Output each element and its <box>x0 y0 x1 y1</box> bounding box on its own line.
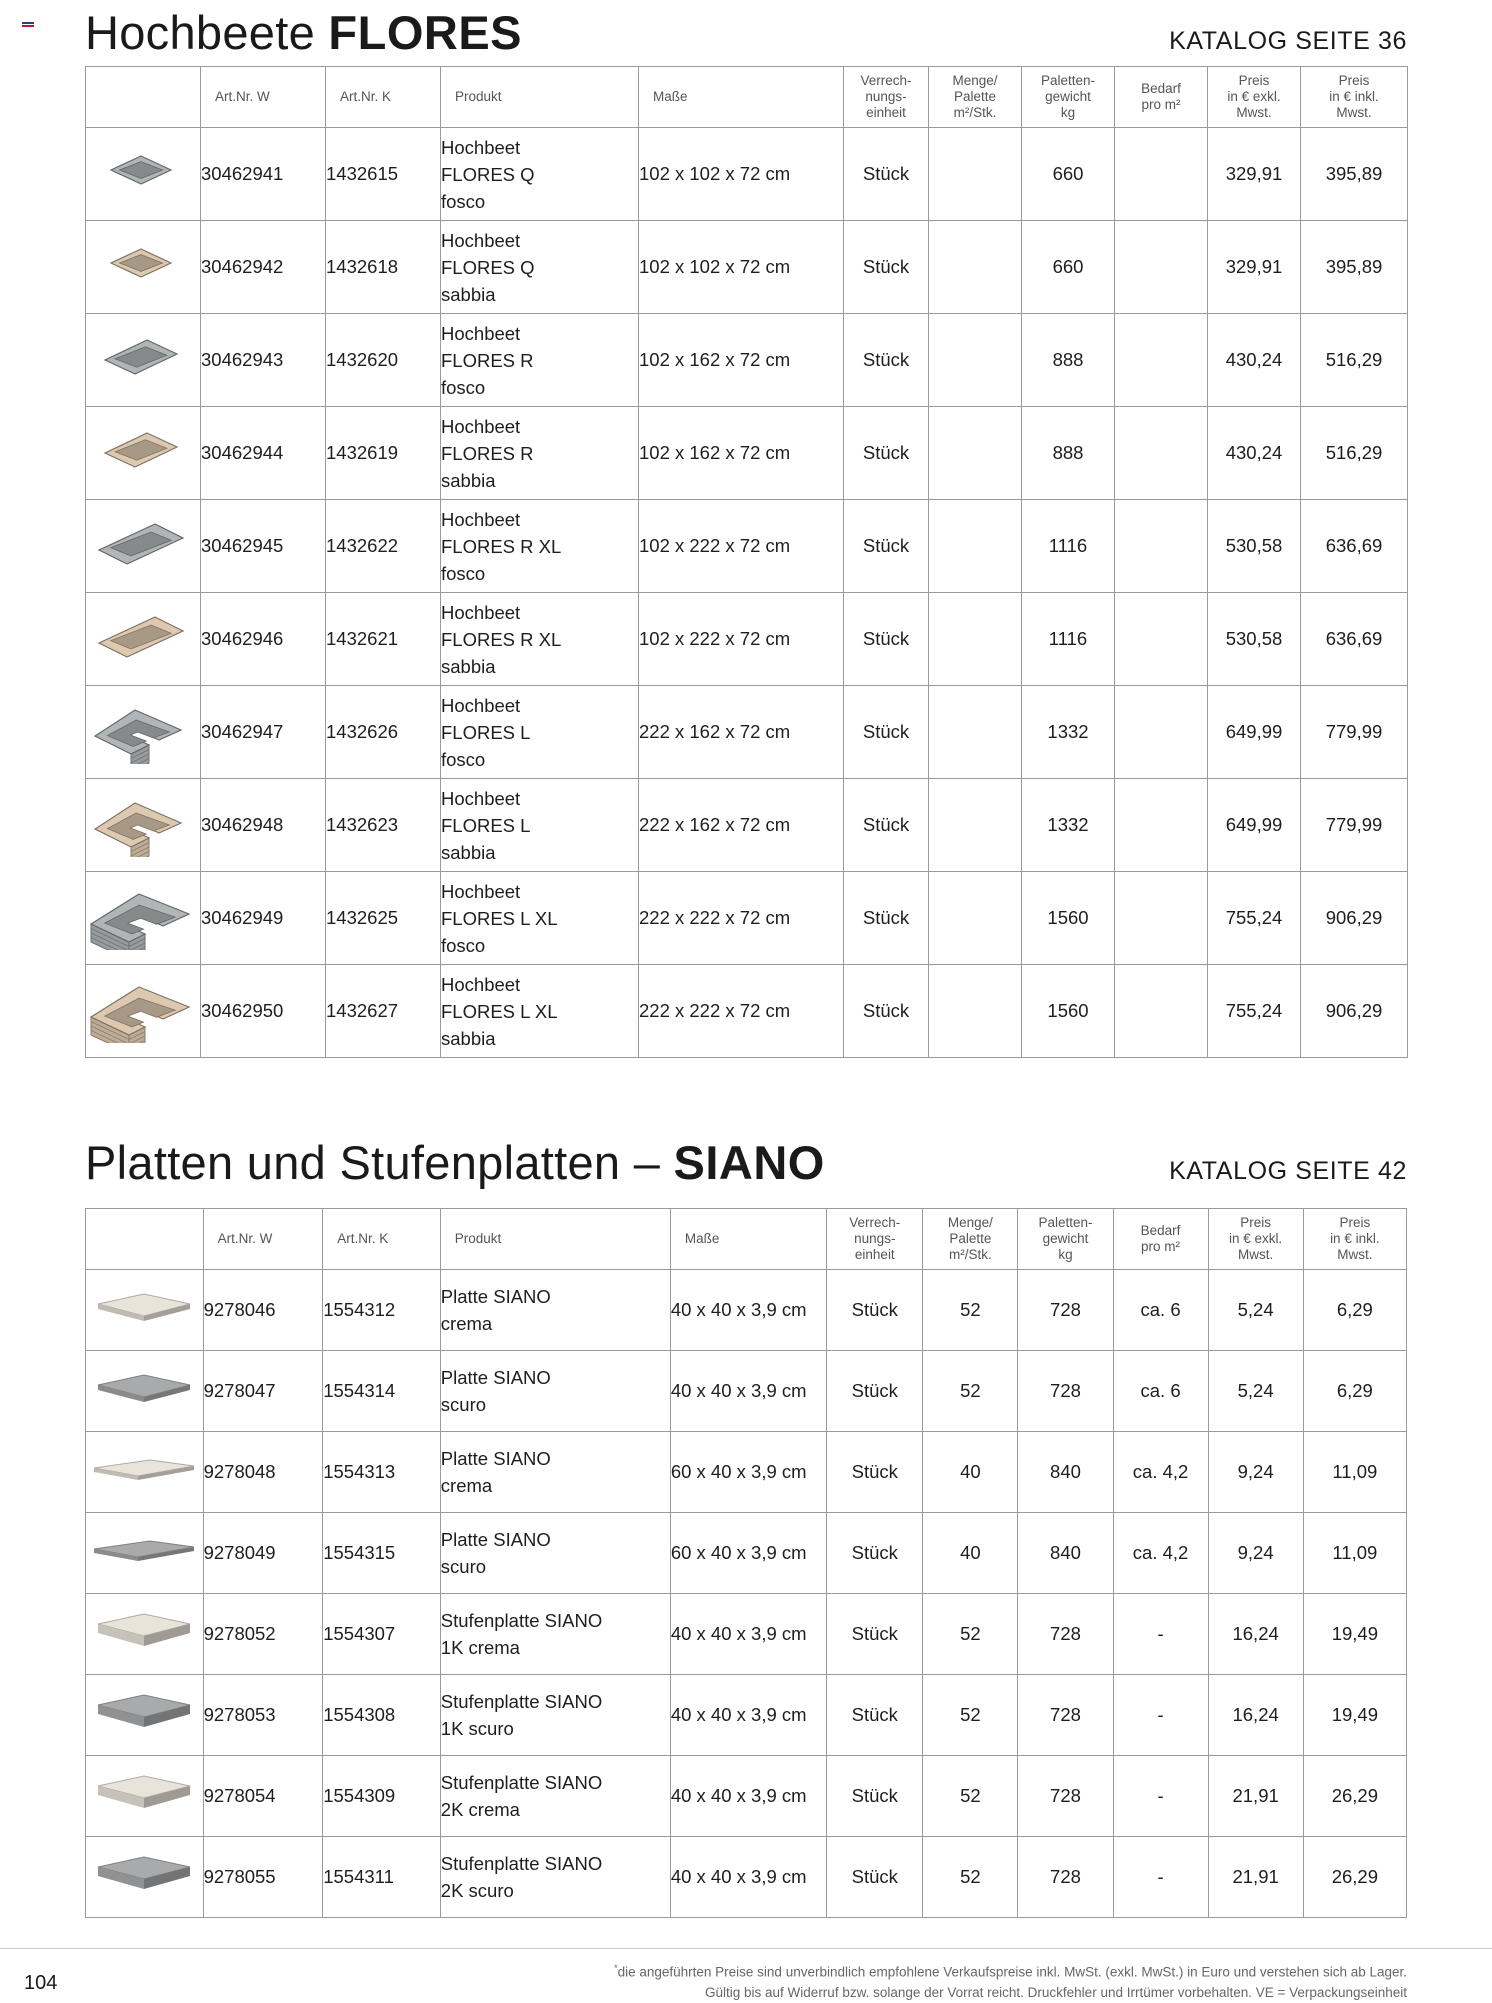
table-row <box>86 1351 1407 1432</box>
cell-masse: 102 x 102 x 72 cm <box>639 128 844 221</box>
catalog-reference-siano: KATALOG SEITE 42 <box>1169 1157 1407 1185</box>
table-row <box>86 779 1408 872</box>
cell-bedarf: ca. 4,2 <box>1113 1432 1208 1513</box>
cell-art-nr-k: 1432618 <box>326 221 441 314</box>
table-row <box>86 1675 1407 1756</box>
slab-scuro-icon <box>86 1351 204 1432</box>
cell-gewicht: 660 <box>1022 221 1115 314</box>
cell-menge <box>929 128 1022 221</box>
cell-masse: 60 x 40 x 3,9 cm <box>670 1513 826 1594</box>
table-row <box>86 1756 1407 1837</box>
header-einheit: Verrech- nungs- einheit <box>844 67 929 128</box>
step-slab-crema-icon <box>86 1756 204 1837</box>
cell-einheit: Stück <box>844 593 929 686</box>
cell-gewicht: 728 <box>1018 1351 1113 1432</box>
header-preis-exkl: Preis in € exkl. Mwst. <box>1208 1209 1303 1270</box>
cell-menge <box>929 221 1022 314</box>
table-row <box>86 872 1408 965</box>
header-art-nr-k: Art.Nr. K <box>326 67 441 128</box>
cell-gewicht: 888 <box>1022 314 1115 407</box>
cell-gewicht: 840 <box>1018 1513 1113 1594</box>
cell-preis-exkl: 530,58 <box>1208 593 1301 686</box>
cell-menge: 52 <box>923 1675 1018 1756</box>
cell-art-nr-k: 1554311 <box>323 1837 441 1918</box>
header-masse: Maße <box>639 67 844 128</box>
cell-bedarf: - <box>1113 1675 1208 1756</box>
cell-produkt: Hochbeet FLORES Q sabbia <box>441 221 639 314</box>
cell-masse: 60 x 40 x 3,9 cm <box>670 1432 826 1513</box>
cell-bedarf <box>1115 686 1208 779</box>
cell-produkt: Platte SIANO crema <box>440 1432 670 1513</box>
cell-bedarf: - <box>1113 1756 1208 1837</box>
section-header-siano <box>85 1130 1407 1190</box>
table-row <box>86 221 1408 314</box>
cell-einheit: Stück <box>844 686 929 779</box>
cell-gewicht: 728 <box>1018 1756 1113 1837</box>
cell-preis-inkl: 516,29 <box>1301 407 1408 500</box>
cell-produkt: Stufenplatte SIANO 1K scuro <box>440 1675 670 1756</box>
raised-bed-l-xl-grey-icon <box>86 872 201 965</box>
cell-einheit: Stück <box>844 128 929 221</box>
cell-art-nr-k: 1554315 <box>323 1513 441 1594</box>
cell-preis-exkl: 21,91 <box>1208 1756 1303 1837</box>
table-row <box>86 1513 1407 1594</box>
cell-preis-exkl: 21,91 <box>1208 1837 1303 1918</box>
cell-preis-exkl: 9,24 <box>1208 1513 1303 1594</box>
raised-bed-rect-grey-icon <box>86 314 201 407</box>
cell-preis-exkl: 530,58 <box>1208 500 1301 593</box>
cell-masse: 102 x 162 x 72 cm <box>639 314 844 407</box>
cell-art-nr-w: 30462943 <box>201 314 326 407</box>
header-masse: Maße <box>670 1209 826 1270</box>
table-row <box>86 407 1408 500</box>
cell-preis-inkl: 26,29 <box>1303 1756 1406 1837</box>
raised-bed-rect-xl-grey-icon <box>86 500 201 593</box>
cell-art-nr-w: 9278048 <box>203 1432 323 1513</box>
table-row <box>86 1270 1407 1351</box>
cell-menge: 40 <box>923 1432 1018 1513</box>
cell-gewicht: 728 <box>1018 1594 1113 1675</box>
header-image <box>86 67 201 128</box>
raised-bed-l-sand-icon <box>86 779 201 872</box>
cell-gewicht: 888 <box>1022 407 1115 500</box>
cell-einheit: Stück <box>827 1675 923 1756</box>
flag-mark <box>22 22 34 30</box>
page-number: 104 <box>24 1972 58 1994</box>
cell-art-nr-w: 9278049 <box>203 1513 323 1594</box>
cell-masse: 102 x 102 x 72 cm <box>639 221 844 314</box>
cell-art-nr-w: 30462941 <box>201 128 326 221</box>
cell-bedarf: - <box>1113 1837 1208 1918</box>
cell-gewicht: 1116 <box>1022 593 1115 686</box>
step-slab-crema-icon <box>86 1594 204 1675</box>
slab-crema-icon <box>86 1432 204 1513</box>
footnote: *die angeführten Preise sind unverbindlich empfohlene Verkaufspreise inkl. MwSt. (exkl. MwSt.) in Euro und verstehen sich ab Lager. Gültig bis auf Widerruf bzw. solange der Vorrat reicht. Druckfehler und Irrtümer vorbehalten. VE = Verpackungseinheit <box>614 1963 1407 2000</box>
cell-art-nr-k: 1554314 <box>323 1351 441 1432</box>
cell-preis-inkl: 779,99 <box>1301 779 1408 872</box>
raised-bed-l-grey-icon <box>86 686 201 779</box>
product-table-flores <box>85 66 1408 1058</box>
cell-bedarf <box>1115 500 1208 593</box>
cell-preis-inkl: 779,99 <box>1301 686 1408 779</box>
cell-preis-inkl: 26,29 <box>1303 1837 1406 1918</box>
cell-einheit: Stück <box>844 407 929 500</box>
cell-produkt: Hochbeet FLORES L fosco <box>441 686 639 779</box>
cell-gewicht: 660 <box>1022 128 1115 221</box>
cell-preis-exkl: 329,91 <box>1208 221 1301 314</box>
cell-einheit: Stück <box>827 1594 923 1675</box>
cell-masse: 40 x 40 x 3,9 cm <box>670 1594 826 1675</box>
cell-masse: 40 x 40 x 3,9 cm <box>670 1351 826 1432</box>
raised-bed-l-xl-sand-icon <box>86 965 201 1058</box>
cell-art-nr-k: 1432622 <box>326 500 441 593</box>
step-slab-scuro-icon <box>86 1837 204 1918</box>
cell-preis-exkl: 5,24 <box>1208 1351 1303 1432</box>
raised-bed-square-grey-icon <box>86 128 201 221</box>
section-title-siano: Platten und Stufenplatten – SIANO <box>85 1136 825 1189</box>
product-table-siano <box>85 1208 1407 1918</box>
cell-masse: 102 x 222 x 72 cm <box>639 593 844 686</box>
cell-bedarf: - <box>1113 1594 1208 1675</box>
table-row <box>86 500 1408 593</box>
cell-einheit: Stück <box>827 1432 923 1513</box>
cell-masse: 40 x 40 x 3,9 cm <box>670 1675 826 1756</box>
table-row <box>86 1837 1407 1918</box>
cell-preis-exkl: 755,24 <box>1208 965 1301 1058</box>
cell-preis-exkl: 755,24 <box>1208 872 1301 965</box>
cell-einheit: Stück <box>844 779 929 872</box>
header-produkt: Produkt <box>441 67 639 128</box>
cell-einheit: Stück <box>844 872 929 965</box>
table-row <box>86 965 1408 1058</box>
cell-preis-exkl: 649,99 <box>1208 779 1301 872</box>
cell-preis-exkl: 5,24 <box>1208 1270 1303 1351</box>
cell-einheit: Stück <box>827 1270 923 1351</box>
cell-gewicht: 1560 <box>1022 872 1115 965</box>
cell-preis-inkl: 636,69 <box>1301 593 1408 686</box>
cell-menge: 52 <box>923 1351 1018 1432</box>
cell-preis-exkl: 649,99 <box>1208 686 1301 779</box>
cell-preis-exkl: 430,24 <box>1208 407 1301 500</box>
cell-bedarf: ca. 4,2 <box>1113 1513 1208 1594</box>
cell-produkt: Hochbeet FLORES L XL sabbia <box>441 965 639 1058</box>
header-preis-inkl: Preis in € inkl. Mwst. <box>1301 67 1408 128</box>
cell-preis-inkl: 636,69 <box>1301 500 1408 593</box>
cell-bedarf <box>1115 779 1208 872</box>
cell-art-nr-w: 9278053 <box>203 1675 323 1756</box>
cell-art-nr-k: 1554307 <box>323 1594 441 1675</box>
cell-gewicht: 1116 <box>1022 500 1115 593</box>
cell-art-nr-k: 1432623 <box>326 779 441 872</box>
cell-preis-inkl: 906,29 <box>1301 965 1408 1058</box>
cell-preis-exkl: 9,24 <box>1208 1432 1303 1513</box>
header-preis-exkl: Preis in € exkl. Mwst. <box>1208 67 1301 128</box>
cell-preis-exkl: 430,24 <box>1208 314 1301 407</box>
header-image <box>86 1209 204 1270</box>
cell-menge <box>929 779 1022 872</box>
cell-art-nr-w: 30462942 <box>201 221 326 314</box>
cell-art-nr-k: 1432619 <box>326 407 441 500</box>
cell-produkt: Platte SIANO scuro <box>440 1351 670 1432</box>
cell-art-nr-w: 30462945 <box>201 500 326 593</box>
cell-masse: 222 x 162 x 72 cm <box>639 686 844 779</box>
cell-menge <box>929 872 1022 965</box>
cell-produkt: Stufenplatte SIANO 1K crema <box>440 1594 670 1675</box>
cell-masse: 40 x 40 x 3,9 cm <box>670 1756 826 1837</box>
cell-gewicht: 1332 <box>1022 779 1115 872</box>
cell-art-nr-k: 1432615 <box>326 128 441 221</box>
cell-preis-inkl: 19,49 <box>1303 1675 1406 1756</box>
cell-art-nr-k: 1432625 <box>326 872 441 965</box>
header-produkt: Produkt <box>440 1209 670 1270</box>
cell-masse: 222 x 222 x 72 cm <box>639 965 844 1058</box>
cell-bedarf <box>1115 965 1208 1058</box>
cell-art-nr-w: 30462947 <box>201 686 326 779</box>
cell-einheit: Stück <box>827 1351 923 1432</box>
cell-art-nr-k: 1554313 <box>323 1432 441 1513</box>
cell-art-nr-w: 9278055 <box>203 1837 323 1918</box>
cell-produkt: Hochbeet FLORES Q fosco <box>441 128 639 221</box>
cell-art-nr-w: 9278046 <box>203 1270 323 1351</box>
table-row <box>86 1432 1407 1513</box>
table-row <box>86 686 1408 779</box>
cell-art-nr-w: 9278054 <box>203 1756 323 1837</box>
cell-menge: 40 <box>923 1513 1018 1594</box>
cell-produkt: Hochbeet FLORES R XL fosco <box>441 500 639 593</box>
cell-art-nr-w: 30462946 <box>201 593 326 686</box>
cell-gewicht: 840 <box>1018 1432 1113 1513</box>
table-row <box>86 593 1408 686</box>
footer-rule <box>0 1948 1492 1949</box>
cell-einheit: Stück <box>844 221 929 314</box>
cell-preis-inkl: 11,09 <box>1303 1513 1406 1594</box>
cell-menge <box>929 500 1022 593</box>
cell-produkt: Stufenplatte SIANO 2K crema <box>440 1756 670 1837</box>
cell-masse: 222 x 222 x 72 cm <box>639 872 844 965</box>
cell-preis-inkl: 11,09 <box>1303 1432 1406 1513</box>
cell-menge: 52 <box>923 1594 1018 1675</box>
cell-einheit: Stück <box>844 314 929 407</box>
cell-menge: 52 <box>923 1270 1018 1351</box>
raised-bed-rect-sand-icon <box>86 407 201 500</box>
cell-art-nr-k: 1432627 <box>326 965 441 1058</box>
cell-preis-inkl: 6,29 <box>1303 1270 1406 1351</box>
cell-produkt: Hochbeet FLORES R sabbia <box>441 407 639 500</box>
cell-menge <box>929 314 1022 407</box>
cell-preis-inkl: 395,89 <box>1301 128 1408 221</box>
cell-gewicht: 1560 <box>1022 965 1115 1058</box>
header-einheit: Verrech- nungs- einheit <box>827 1209 923 1270</box>
cell-art-nr-k: 1554308 <box>323 1675 441 1756</box>
cell-art-nr-k: 1432620 <box>326 314 441 407</box>
header-bedarf: Bedarf pro m² <box>1115 67 1208 128</box>
header-gewicht: Paletten- gewicht kg <box>1022 67 1115 128</box>
cell-produkt: Platte SIANO crema <box>440 1270 670 1351</box>
cell-art-nr-k: 1554309 <box>323 1756 441 1837</box>
step-slab-scuro-icon <box>86 1675 204 1756</box>
cell-art-nr-w: 30462944 <box>201 407 326 500</box>
cell-masse: 40 x 40 x 3,9 cm <box>670 1270 826 1351</box>
cell-gewicht: 1332 <box>1022 686 1115 779</box>
cell-produkt: Hochbeet FLORES R fosco <box>441 314 639 407</box>
cell-masse: 40 x 40 x 3,9 cm <box>670 1837 826 1918</box>
raised-bed-rect-xl-sand-icon <box>86 593 201 686</box>
cell-masse: 222 x 162 x 72 cm <box>639 779 844 872</box>
cell-einheit: Stück <box>827 1837 923 1918</box>
cell-art-nr-k: 1554312 <box>323 1270 441 1351</box>
cell-bedarf <box>1115 407 1208 500</box>
cell-gewicht: 728 <box>1018 1270 1113 1351</box>
slab-crema-icon <box>86 1270 204 1351</box>
cell-preis-exkl: 16,24 <box>1208 1594 1303 1675</box>
cell-produkt: Platte SIANO scuro <box>440 1513 670 1594</box>
cell-produkt: Hochbeet FLORES L sabbia <box>441 779 639 872</box>
cell-menge <box>929 965 1022 1058</box>
cell-art-nr-k: 1432621 <box>326 593 441 686</box>
cell-preis-inkl: 906,29 <box>1301 872 1408 965</box>
cell-bedarf <box>1115 314 1208 407</box>
cell-bedarf <box>1115 128 1208 221</box>
table-row <box>86 1594 1407 1675</box>
section-header-flores <box>85 0 1407 60</box>
cell-menge <box>929 593 1022 686</box>
cell-einheit: Stück <box>844 965 929 1058</box>
header-bedarf: Bedarf pro m² <box>1113 1209 1208 1270</box>
header-art-nr-w: Art.Nr. W <box>201 67 326 128</box>
cell-bedarf <box>1115 221 1208 314</box>
header-art-nr-w: Art.Nr. W <box>203 1209 323 1270</box>
cell-einheit: Stück <box>827 1513 923 1594</box>
cell-bedarf: ca. 6 <box>1113 1270 1208 1351</box>
cell-art-nr-w: 30462949 <box>201 872 326 965</box>
cell-menge <box>929 407 1022 500</box>
cell-gewicht: 728 <box>1018 1837 1113 1918</box>
header-menge: Menge/ Palette m²/Stk. <box>923 1209 1018 1270</box>
cell-preis-inkl: 516,29 <box>1301 314 1408 407</box>
cell-menge <box>929 686 1022 779</box>
cell-bedarf <box>1115 872 1208 965</box>
catalog-reference-flores: KATALOG SEITE 36 <box>1169 27 1407 55</box>
cell-gewicht: 728 <box>1018 1675 1113 1756</box>
cell-preis-inkl: 395,89 <box>1301 221 1408 314</box>
header-menge: Menge/ Palette m²/Stk. <box>929 67 1022 128</box>
cell-art-nr-w: 9278047 <box>203 1351 323 1432</box>
header-art-nr-k: Art.Nr. K <box>323 1209 441 1270</box>
cell-bedarf: ca. 6 <box>1113 1351 1208 1432</box>
cell-produkt: Hochbeet FLORES R XL sabbia <box>441 593 639 686</box>
cell-masse: 102 x 162 x 72 cm <box>639 407 844 500</box>
cell-einheit: Stück <box>844 500 929 593</box>
section-title-flores: Hochbeete FLORES <box>85 6 523 59</box>
table-row <box>86 128 1408 221</box>
cell-masse: 102 x 222 x 72 cm <box>639 500 844 593</box>
cell-bedarf <box>1115 593 1208 686</box>
cell-menge: 52 <box>923 1837 1018 1918</box>
header-preis-inkl: Preis in € inkl. Mwst. <box>1303 1209 1406 1270</box>
cell-menge: 52 <box>923 1756 1018 1837</box>
cell-produkt: Hochbeet FLORES L XL fosco <box>441 872 639 965</box>
cell-einheit: Stück <box>827 1756 923 1837</box>
table-row <box>86 314 1408 407</box>
cell-produkt: Stufenplatte SIANO 2K scuro <box>440 1837 670 1918</box>
header-gewicht: Paletten- gewicht kg <box>1018 1209 1113 1270</box>
cell-art-nr-w: 30462948 <box>201 779 326 872</box>
cell-preis-inkl: 19,49 <box>1303 1594 1406 1675</box>
slab-scuro-icon <box>86 1513 204 1594</box>
cell-preis-inkl: 6,29 <box>1303 1351 1406 1432</box>
cell-preis-exkl: 329,91 <box>1208 128 1301 221</box>
cell-art-nr-w: 30462950 <box>201 965 326 1058</box>
raised-bed-square-sand-icon <box>86 221 201 314</box>
cell-art-nr-w: 9278052 <box>203 1594 323 1675</box>
cell-art-nr-k: 1432626 <box>326 686 441 779</box>
cell-preis-exkl: 16,24 <box>1208 1675 1303 1756</box>
